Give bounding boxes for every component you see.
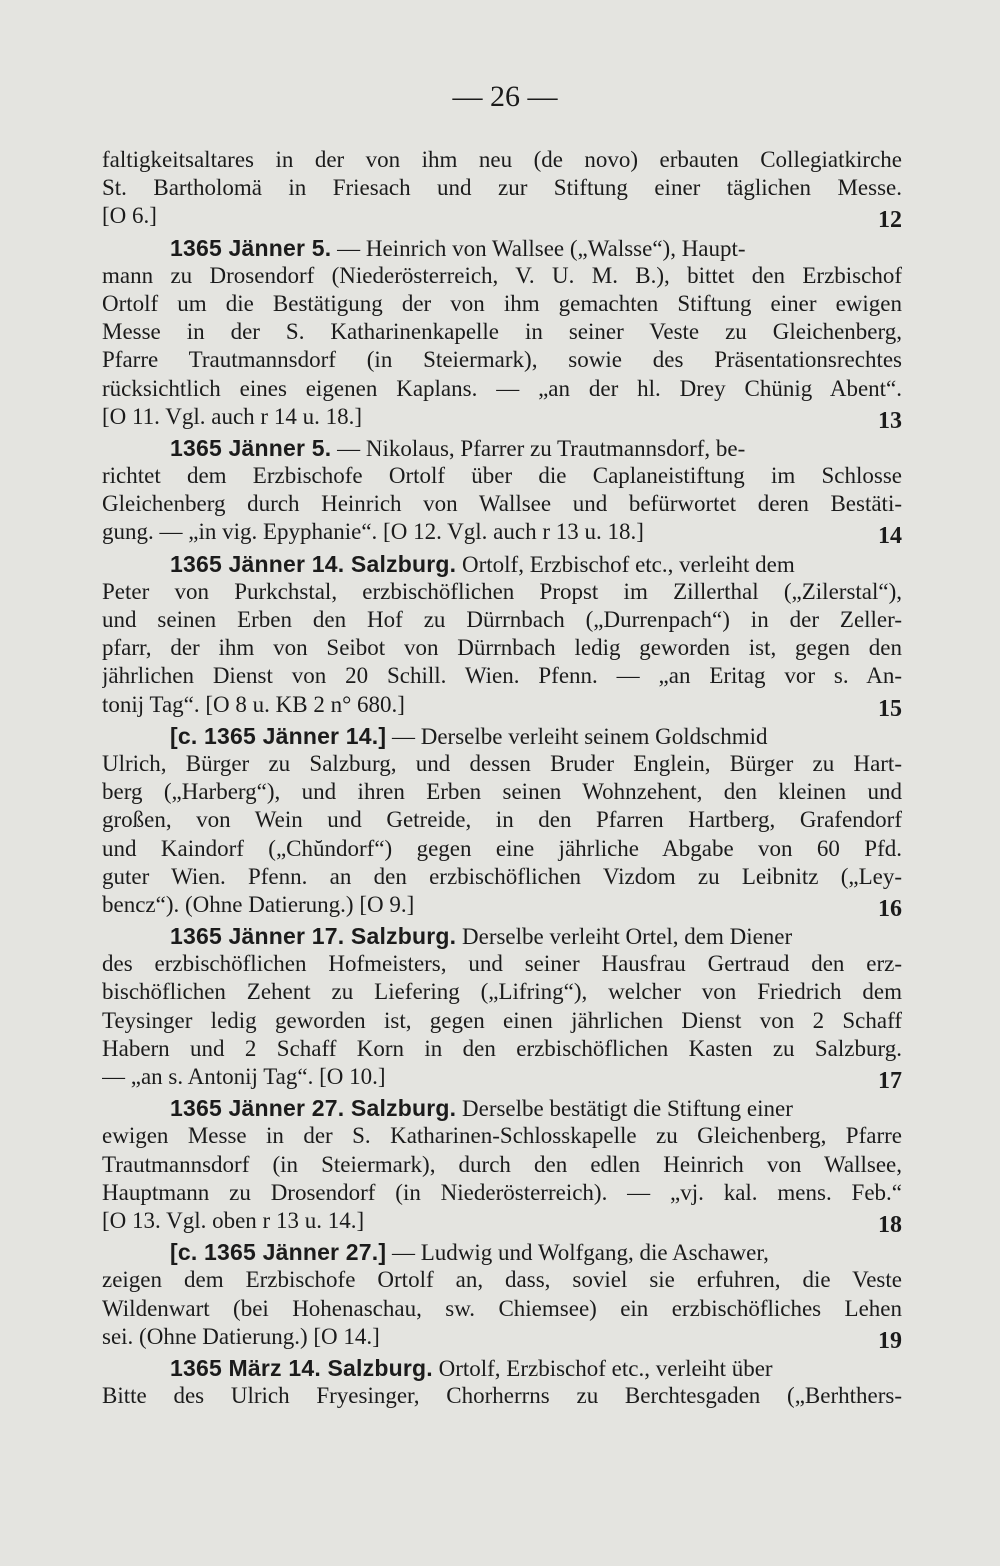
text-line: Ortolf um die Bestätigung der von ihm gemachten Stiftung einer ewigen bbox=[102, 290, 902, 316]
text-line bbox=[102, 691, 902, 719]
entry-number: 13 bbox=[878, 407, 902, 431]
text-line: faltigkeitsaltares in der von ihm neu (de novo) erbauten Collegiatkirche bbox=[102, 147, 902, 172]
line-text: [O 13. Vgl. oben r 13 u. 14.] bbox=[102, 1207, 365, 1233]
text-line: des erzbischöflichen Hofmeisters, und seiner Hausfrau Gertraud den erz- bbox=[102, 951, 902, 977]
entry-date-heading: 1365 Jänner 17. Salzburg. bbox=[170, 923, 457, 950]
line-text: — Nikolaus, Pfarrer zu Trautmannsdorf, be- bbox=[331, 435, 746, 461]
text-line bbox=[102, 1323, 902, 1351]
text-line: Hauptmann zu Drosendorf (in Niederösterreich). — „vj. kal. mens. Feb.“ bbox=[102, 1179, 902, 1205]
entry-heading-line bbox=[102, 550, 902, 578]
entry-14 bbox=[102, 434, 902, 547]
text-line bbox=[102, 202, 902, 230]
text-line: richtet dem Erzbischofe Ortolf über die Caplaneistiftung im Schlosse bbox=[102, 463, 902, 489]
entry-date-heading: 1365 März 14. Salzburg. bbox=[170, 1354, 433, 1381]
text-line: rücksichtlich eines eigenen Kaplans. — „an der hl. Drey Chünig Abent“. bbox=[102, 375, 902, 401]
entry-12 bbox=[102, 146, 902, 231]
entry-19 bbox=[102, 1238, 902, 1351]
text-line: bischöflichen Zehent zu Liefering („Lifring“), welcher von Friedrich dem bbox=[102, 979, 902, 1005]
entry-15 bbox=[102, 550, 902, 719]
entry-number: 18 bbox=[878, 1211, 902, 1236]
entry-heading-line bbox=[102, 922, 902, 950]
entry-18 bbox=[102, 1094, 902, 1235]
entry-heading-line bbox=[102, 434, 902, 462]
text-line: Teysinger ledig geworden ist, gegen einen jährlichen Dienst von 2 Schaff bbox=[102, 1007, 902, 1033]
entry-date-heading: 1365 Jänner 5. bbox=[170, 234, 332, 261]
text-body bbox=[102, 146, 902, 1410]
line-text: — Ludwig und Wolfgang, die Aschawer, bbox=[386, 1240, 769, 1266]
text-line: St. Bartholomä in Friesach und zur Stiftung einer täglichen Messe. bbox=[102, 175, 902, 201]
text-line: großen, von Wein und Getreide, in den Pfarren Hartberg, Grafendorf bbox=[102, 807, 902, 833]
text-line: Gleichenberg durch Heinrich von Wallsee und befürwortet deren Bestäti- bbox=[102, 491, 902, 517]
line-text: gung. — „in vig. Epyphanie“. [O 12. Vgl. auch r 13 u. 18.] bbox=[102, 519, 644, 545]
text-line: Pfarre Trautmannsdorf (in Steiermark), sowie des Präsentationsrechtes bbox=[102, 347, 902, 373]
text-line: berg („Harberg“), und ihren Erben seinen Wohnzehent, den kleinen und bbox=[102, 779, 902, 805]
page-number: — 26 — bbox=[452, 80, 558, 113]
line-text: — „an s. Antonij Tag“. [O 10.] bbox=[102, 1064, 386, 1089]
entry-number: 16 bbox=[878, 895, 902, 920]
entry-heading-line bbox=[102, 234, 902, 262]
entry-16 bbox=[102, 722, 902, 919]
text-line: Wildenwart (bei Hohenaschau, sw. Chiemsee) ein erzbischöfliches Lehen bbox=[102, 1295, 902, 1321]
entry-13 bbox=[102, 234, 902, 431]
text-line: zeigen dem Erzbischofe Ortolf an, dass, soviel sie erfuhren, die Veste bbox=[102, 1267, 902, 1293]
entry-number: 14 bbox=[878, 523, 902, 547]
text-line bbox=[102, 1207, 902, 1235]
line-text: Ortolf, Erzbischof etc., verleiht über bbox=[432, 1355, 773, 1381]
text-line: und seinen Erben den Hof zu Dürrnbach („Durrenpach“) in der Zeller- bbox=[102, 607, 902, 632]
text-line: Peter von Purkchstal, erzbischöflichen Propst im Zillerthal („Zilerstal“), bbox=[102, 578, 902, 604]
text-line: guter Wien. Pfenn. an den erzbischöflichen Vizdom zu Leibnitz („Ley- bbox=[102, 863, 902, 889]
text-line bbox=[102, 518, 902, 546]
entry-17 bbox=[102, 922, 902, 1091]
entry-date-heading: 1365 Jänner 27. Salzburg. bbox=[170, 1095, 457, 1122]
text-line: Habern und 2 Schaff Korn in den erzbischöflichen Kasten zu Salzburg. bbox=[102, 1035, 902, 1061]
text-line: jährlichen Dienst von 20 Schill. Wien. Pfenn. — „an Eritag vor s. An- bbox=[102, 663, 902, 689]
line-text: [O 6.] bbox=[102, 203, 157, 229]
text-line: Bitte des Ulrich Fryesinger, Chorherrns zu Berchtesgaden („Berhthers- bbox=[102, 1383, 902, 1409]
text-line: Trautmannsdorf (in Steiermark), durch den edlen Heinrich von Wallsee, bbox=[102, 1151, 902, 1177]
entry-number: 19 bbox=[878, 1327, 902, 1351]
entry-heading-line bbox=[102, 1238, 902, 1266]
text-line bbox=[102, 403, 902, 431]
text-line: Messe in der S. Katharinenkapelle in seiner Veste zu Gleichenberg, bbox=[102, 319, 902, 345]
entry-date-heading: 1365 Jänner 5. bbox=[170, 434, 332, 461]
text-line: und Kaindorf („Chŭndorf“) gegen eine jährliche Abgabe von 60 Pfd. bbox=[102, 835, 902, 861]
entry-number: 15 bbox=[878, 695, 902, 719]
line-text: — Derselbe verleiht seinem Goldschmid bbox=[386, 723, 768, 749]
entry-20 bbox=[102, 1354, 902, 1410]
line-text: — Heinrich von Wallsee („Walsse“), Haupt- bbox=[331, 235, 746, 261]
line-text: Ortolf, Erzbischof etc., verleiht dem bbox=[456, 551, 795, 577]
entry-date-heading: 1365 Jänner 14. Salzburg. bbox=[170, 550, 457, 577]
entry-heading-line bbox=[102, 1354, 902, 1382]
entry-date-heading: [c. 1365 Jänner 14.] bbox=[170, 722, 387, 749]
line-text: [O 11. Vgl. auch r 14 u. 18.] bbox=[102, 403, 362, 429]
line-text: bencz“). (Ohne Datierung.) [O 9.] bbox=[102, 891, 415, 917]
entry-heading-line bbox=[102, 722, 902, 750]
text-line bbox=[102, 891, 902, 919]
text-line: ewigen Messe in der S. Katharinen-Schlosskapelle zu Gleichenberg, Pfarre bbox=[102, 1123, 902, 1149]
entry-number: 17 bbox=[878, 1068, 902, 1092]
entry-heading-line bbox=[102, 1094, 902, 1122]
line-text: Derselbe verleiht Ortel, dem Diener bbox=[456, 924, 793, 950]
text-line: Ulrich, Bürger zu Salzburg, und dessen Bruder Englein, Bürger zu Hart- bbox=[102, 750, 902, 776]
entry-date-heading: [c. 1365 Jänner 27.] bbox=[170, 1239, 387, 1266]
text-line bbox=[102, 1063, 902, 1091]
line-text: Derselbe bestätigt die Stiftung einer bbox=[456, 1096, 793, 1122]
text-line: mann zu Drosendorf (Niederösterreich, V. U. M. B.), bittet den Erzbischof bbox=[102, 262, 902, 288]
text-line: pfarr, der ihm von Seibot von Dürrnbach ledig geworden ist, gegen den bbox=[102, 635, 902, 661]
entry-number: 12 bbox=[878, 207, 902, 231]
line-text: tonij Tag“. [O 8 u. KB 2 n° 680.] bbox=[102, 691, 405, 717]
line-text: sei. (Ohne Datierung.) [O 14.] bbox=[102, 1323, 380, 1349]
